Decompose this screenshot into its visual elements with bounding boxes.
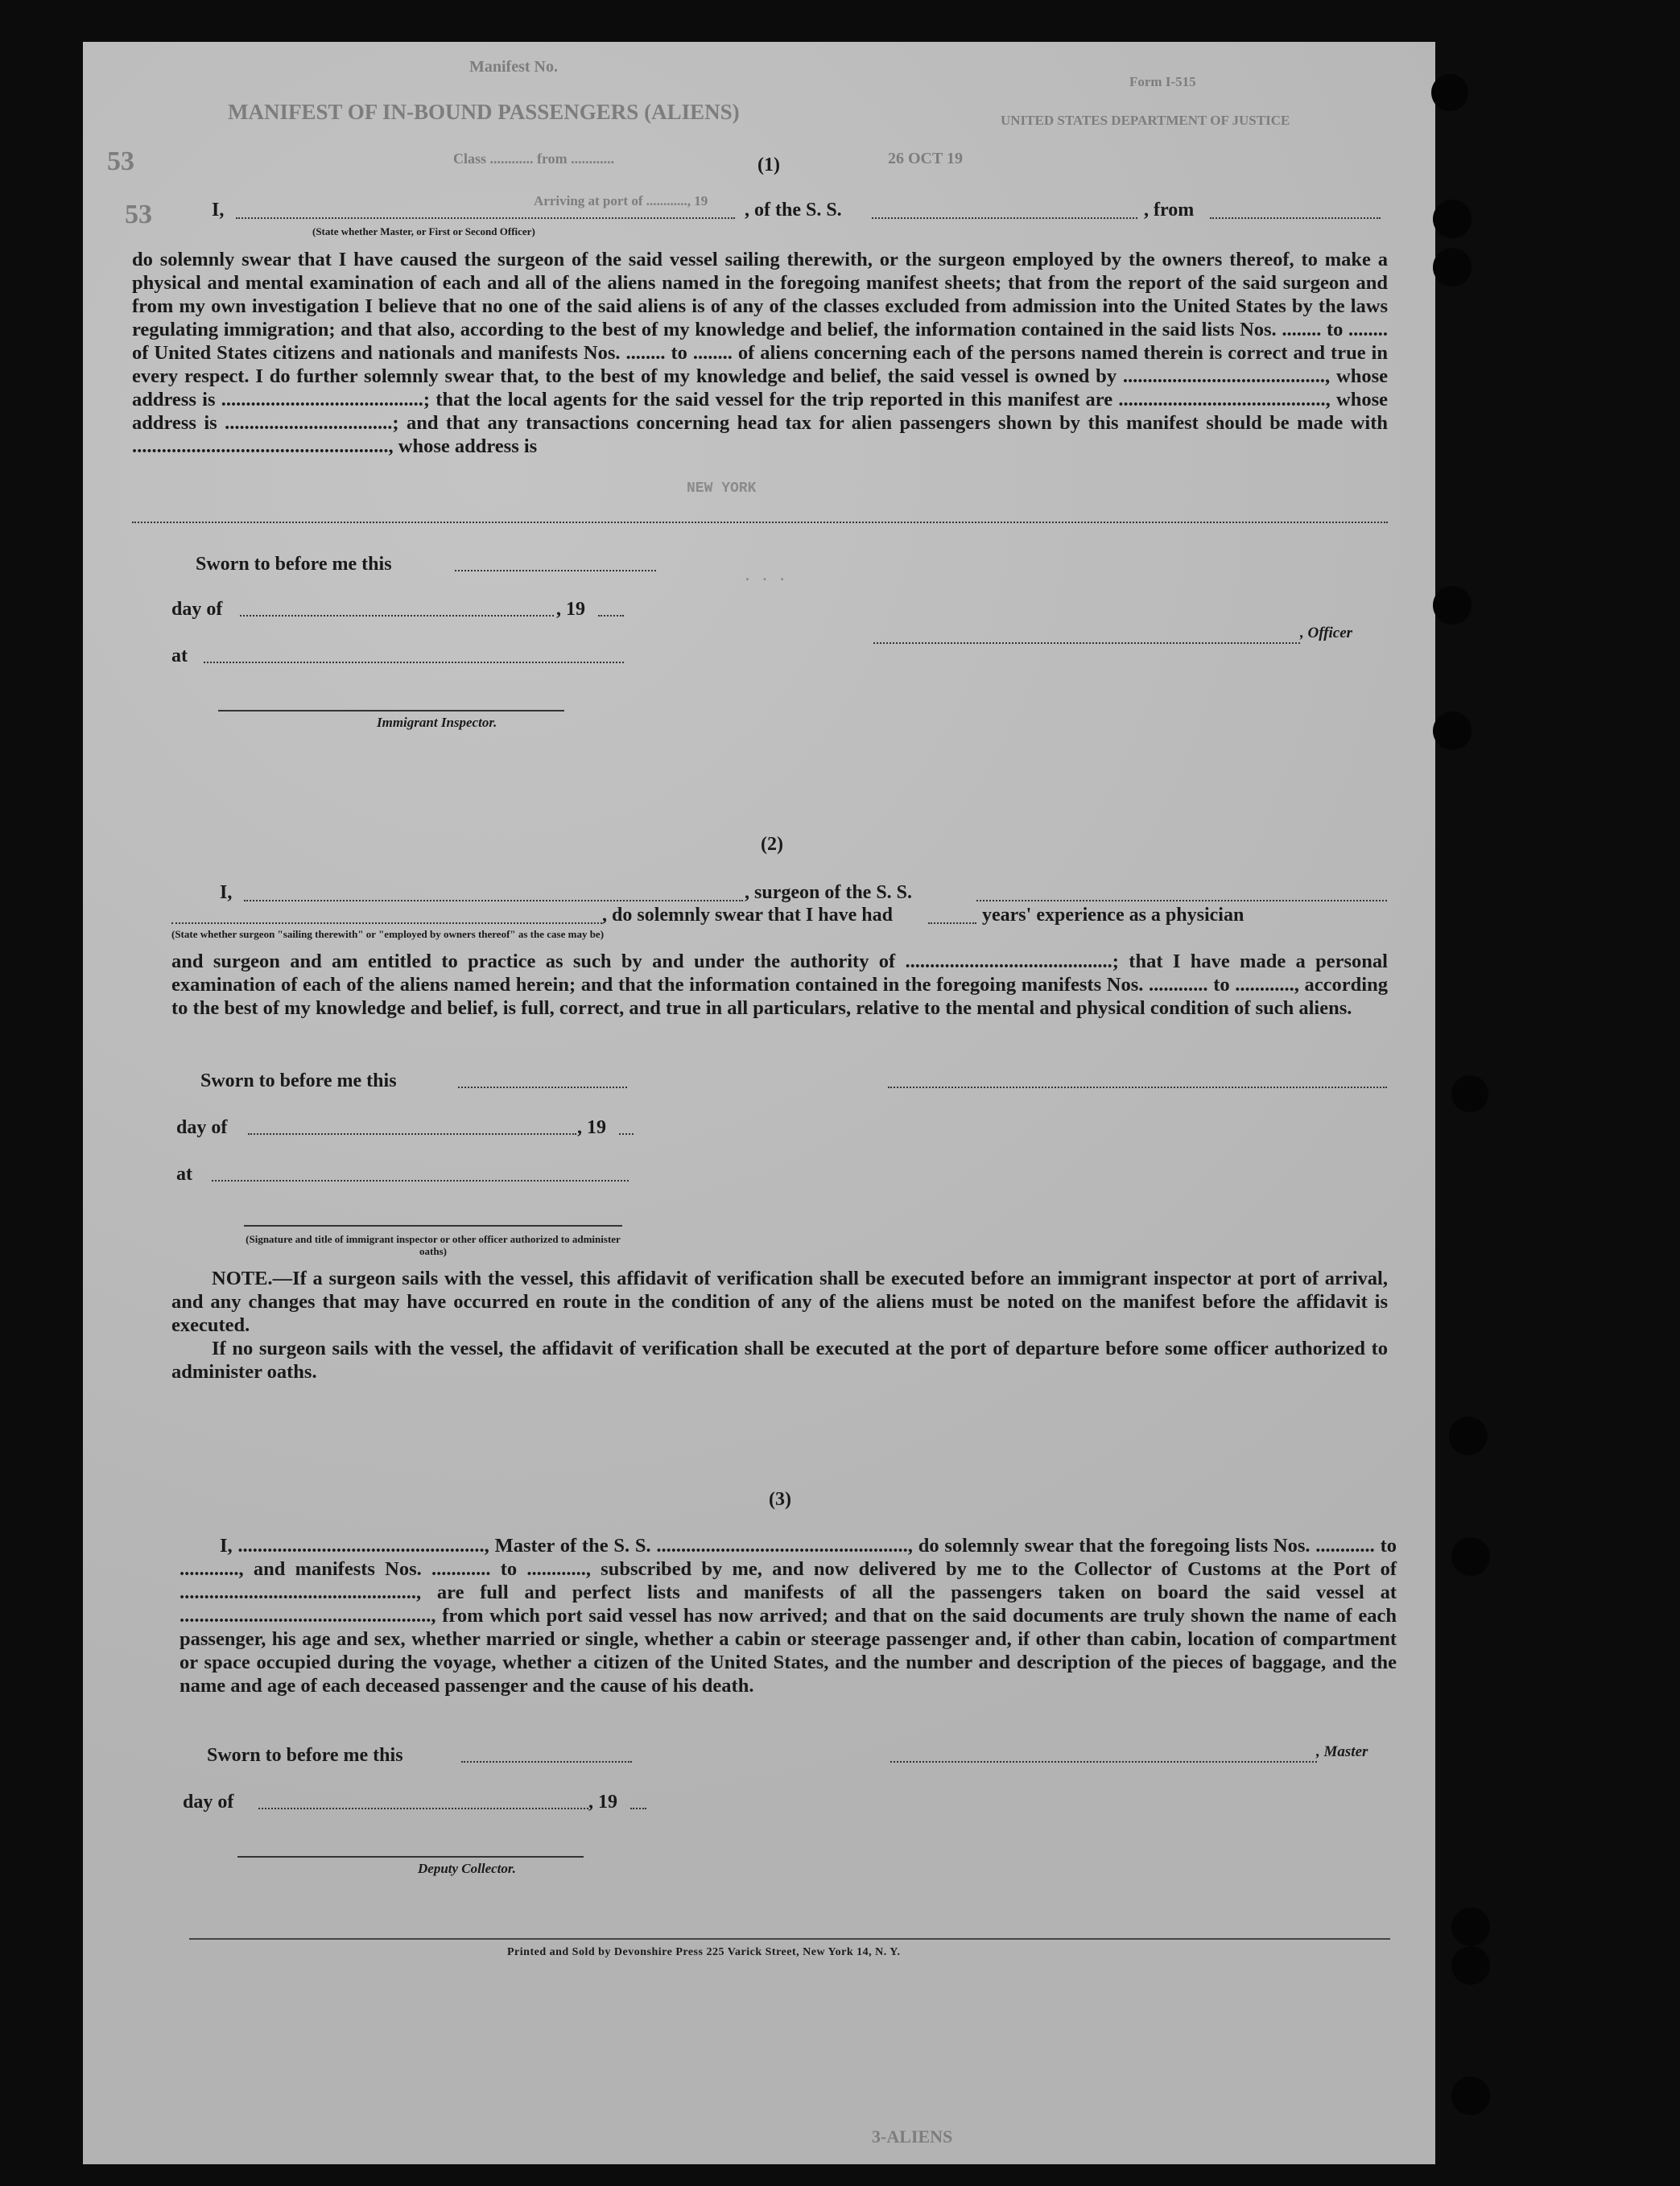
sworn-day-field-1[interactable] xyxy=(455,570,656,571)
deputy-collector-label: Deputy Collector. xyxy=(418,1861,516,1876)
day-of-field-2[interactable] xyxy=(248,1133,576,1135)
binder-hole xyxy=(1449,1417,1488,1455)
binder-hole xyxy=(1451,1537,1490,1576)
section-2-day-of: day of xyxy=(176,1117,228,1138)
section-2-at: at xyxy=(176,1164,192,1185)
day-of-field-3[interactable] xyxy=(258,1808,588,1809)
officer-rank-caption: (State whether Master, or First or Second Officer) xyxy=(312,225,535,237)
class-from-line: Class ............ from ............ xyxy=(453,151,615,167)
at-field-1[interactable] xyxy=(204,662,624,663)
section-1-first-line: I, xyxy=(212,200,225,221)
typed-stamp-1: NEW YORK xyxy=(687,481,757,497)
margin-number-second: 53 xyxy=(125,200,152,229)
address-continuation-field[interactable] xyxy=(132,522,1388,523)
binder-hole xyxy=(1433,711,1472,750)
binder-hole xyxy=(1451,1075,1488,1112)
day-of-field-1[interactable] xyxy=(240,615,554,617)
section-2-oath-paragraph: and surgeon and am entitled to practice as such by and under the authority of ..........................................; that I have made a personal examination of each of the aliens named herein; and that the information contained in the foregoing manifests Nos. ............ to ............, according to the best of my knowledge and belief, is full, correct, and true in all particulars, relative to the mental and physical condition of such aliens. xyxy=(171,951,1388,1019)
footer-rule xyxy=(189,1938,1390,1940)
master-name-field[interactable] xyxy=(236,217,735,219)
binder-hole xyxy=(1433,200,1472,238)
sworn-day-field-2[interactable] xyxy=(458,1087,627,1088)
years-experience-label: years' experience as a physician xyxy=(982,905,1245,926)
surgeon-status-field[interactable] xyxy=(171,922,602,924)
section-3-oath-paragraph: I, .................................................., Master of the S. S. ..................................................., do solemnly swear that the foregoing lists Nos. ............ to ............, and manifests Nos. ............ to ............, subscribed by me, and now delivered by me to the Collector of Customs at the Port of ................................................, are full and perfect lists and manifests of all the passengers taken on board the said vessel at ..................................................., from which port said vessel has now arrived; and that on the said documents are truly shown the name of each passenger, his age and sex, whether married or single, whether a cabin or steerage passenger and, if other than cabin, location of compartment or space occupied during the voyage, whether a citizen of the United States, and the number and description of the pieces of baggage, and the name and age of each deceased passenger and the cause of his death. xyxy=(180,1535,1397,1697)
section-2-year: , 19 xyxy=(577,1117,606,1138)
form-number: Form I-515 xyxy=(1129,74,1196,89)
section-1-oath-paragraph: do solemnly swear that I have caused the surgeon of the said vessel sailing therewith, or the surgeon employed by the owners thereof, to make a physical and mental examination of each and all of the aliens named in the foregoing manifest sheets; that from the report of the said surgeon and from my own investigation I believe that no one of the said aliens is of any of the classes excluded from admission into the United States by the laws regulating immigration; and that also, according to the best of my knowledge and belief, the information contained in the said lists Nos. ........ to ........ of United States citizens and nationals and manifests Nos. ........ to ........ of aliens concerning each of the persons named therein is correct and true in every respect. I do further solemnly swear that, to the best of my knowledge and belief, the said vessel is owned by ........................................., whose address is .........................................; that the local agents for the said vessel for the trip reported in this manifest are .........................................., whose address is ..................................; and that any transactions concerning head tax for alien passengers shown by this manifest should be made with ...................................................., whose address is xyxy=(132,249,1388,457)
binder-hole xyxy=(1451,1946,1490,1985)
section-3-day-of: day of xyxy=(183,1792,234,1813)
binder-hole xyxy=(1433,248,1472,287)
year-field-2[interactable] xyxy=(619,1133,634,1135)
document-page xyxy=(83,42,1435,2164)
from-port-field[interactable] xyxy=(1210,217,1381,219)
date-fragment: 26 OCT 19 xyxy=(888,150,963,167)
binder-hole xyxy=(1451,2077,1490,2115)
section-1-at: at xyxy=(171,645,188,666)
section-3-year: , 19 xyxy=(588,1792,617,1813)
officer-signature-field[interactable] xyxy=(873,642,1300,644)
years-experience-field[interactable] xyxy=(928,922,976,924)
solemnly-swear-label: , do solemnly swear that I have had xyxy=(602,905,893,926)
printer-credit: Printed and Sold by Devonshire Press 225 Varick Street, New York 14, N. Y. xyxy=(507,1946,901,1958)
sworn-day-field-3[interactable] xyxy=(461,1761,632,1763)
master-label: , Master xyxy=(1316,1743,1368,1760)
section-1-sworn: Sworn to before me this xyxy=(196,554,392,575)
verification-note xyxy=(171,1267,1388,1384)
administering-officer-line[interactable] xyxy=(244,1225,622,1227)
year-field-3[interactable] xyxy=(630,1808,646,1809)
administering-officer-caption: (Signature and title of immigrant inspector or other officer authorized to administer oaths) xyxy=(246,1233,621,1257)
vessel-name-field[interactable] xyxy=(872,217,1137,219)
year-field-1[interactable] xyxy=(598,615,624,617)
section-2-number: (2) xyxy=(761,834,783,855)
manifest-title: MANIFEST OF IN-BOUND PASSENGERS (ALIENS) xyxy=(228,100,740,124)
section-1-number: (1) xyxy=(757,155,780,175)
department-line: UNITED STATES DEPARTMENT OF JUSTICE xyxy=(1001,113,1290,128)
deputy-collector-line[interactable] xyxy=(237,1856,584,1858)
master-signature-field[interactable] xyxy=(890,1761,1317,1763)
binder-hole xyxy=(1433,586,1472,625)
vessel-label: , of the S. S. xyxy=(745,200,842,221)
officer-label: , Officer xyxy=(1300,625,1353,641)
section-3-number: (3) xyxy=(769,1489,791,1510)
arriving-line: Arriving at port of ............, 19 xyxy=(534,193,708,208)
margin-number-top: 53 xyxy=(107,146,134,176)
surgeon-signature-field[interactable] xyxy=(888,1087,1387,1088)
note-paragraph-1: —If a surgeon sails with the vessel, this affidavit of verification shall be executed before an immigrant inspector at port of arrival, and any changes that may have occurred en route in the condition of any of the aliens must be noted on the manifest before the affidavit is executed. xyxy=(171,1268,1388,1336)
inspector-signature-line[interactable] xyxy=(218,710,564,711)
note-label: NOTE. xyxy=(212,1268,273,1289)
section-2-line-1-prefix: I, xyxy=(220,882,233,903)
at-field-2[interactable] xyxy=(212,1180,629,1182)
typed-stamp-2: . . . xyxy=(743,569,787,585)
from-label: , from xyxy=(1144,200,1195,221)
surgeon-name-field[interactable] xyxy=(244,900,743,901)
manifest-number: Manifest No. xyxy=(469,58,558,76)
bottom-stamp: 3-ALIENS xyxy=(872,2126,953,2147)
section-2-sworn: Sworn to before me this xyxy=(200,1070,397,1091)
note-paragraph-2: If no surgeon sails with the vessel, the affidavit of verification shall be executed at the port of departure before some officer authorized to administer oaths. xyxy=(171,1338,1388,1383)
section-1-year: , 19 xyxy=(556,599,585,620)
surgeon-vessel-field[interactable] xyxy=(976,900,1387,901)
immigrant-inspector-label: Immigrant Inspector. xyxy=(377,715,497,730)
binder-hole xyxy=(1431,74,1468,111)
section-3-sworn: Sworn to before me this xyxy=(207,1745,403,1766)
binder-hole xyxy=(1451,1908,1490,1946)
section-1-day-of: day of xyxy=(171,599,223,620)
surgeon-of-label: , surgeon of the S. S. xyxy=(745,882,913,903)
surgeon-status-caption: (State whether surgeon "sailing therewith" or "employed by owners thereof" as the case may be) xyxy=(171,928,605,940)
